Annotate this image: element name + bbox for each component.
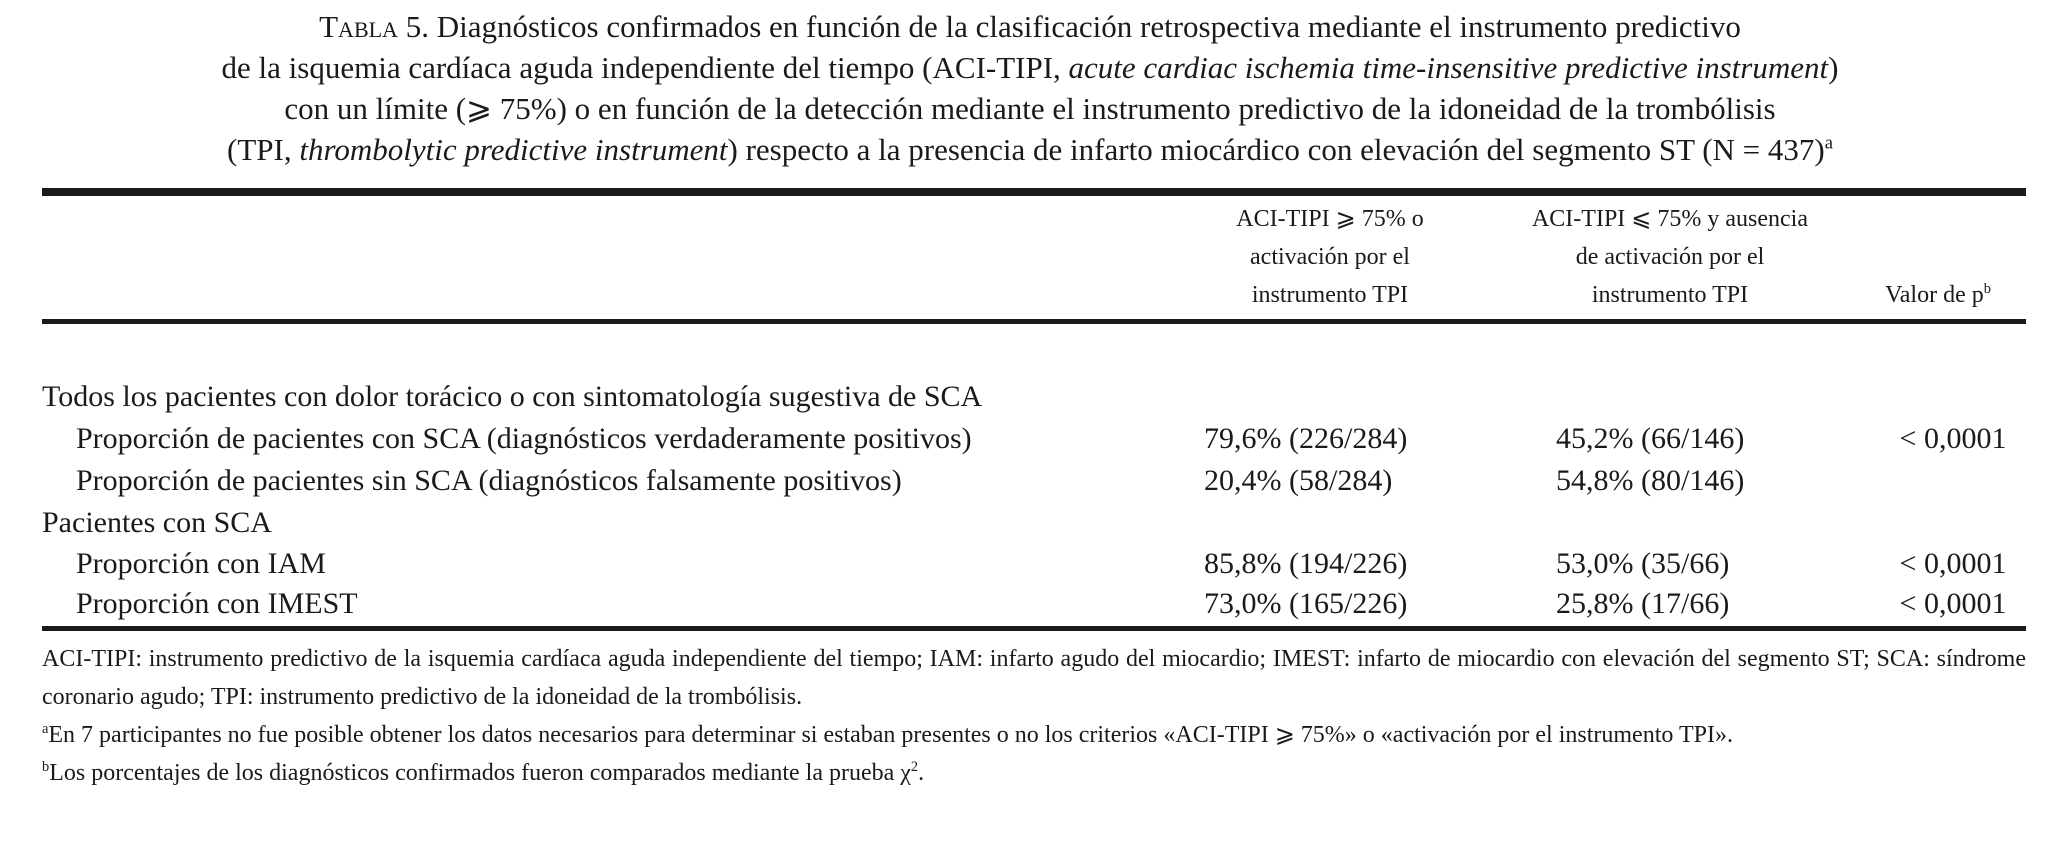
cell-aci-tipi-high: 79,6% (226/284)	[1204, 422, 1408, 455]
title-text-4a: (TPI,	[227, 132, 300, 167]
title-line-4	[0, 129, 2060, 170]
footnote-abbreviations: ACI-TIPI: instrumento predictivo de la isquemia cardíaca aguda independiente del tiempo; IAM: infarto agudo del miocardio; IMEST: infarto de miocardio con elevación del segmento ST; SCA: síndrome coronario agudo; TPI: instrumento predictivo de la idoneidad de la trombólisis.	[42, 646, 2026, 710]
cell-aci-tipi-low: 45,2% (66/146)	[1556, 422, 1745, 455]
title-text-2-italic: acute cardiac ischemia time-insensitive predictive instrument	[1068, 50, 1829, 85]
cell-aci-tipi-low: 53,0% (35/66)	[1556, 547, 1730, 580]
cell-p-value: < 0,0001	[1899, 587, 2007, 620]
header-rule	[42, 319, 2026, 324]
cell-aci-tipi-low: 54,8% (80/146)	[1556, 464, 1745, 497]
table-row	[42, 376, 2026, 418]
footnote-b-mark: b	[42, 759, 50, 775]
table-number: 5.	[405, 9, 429, 44]
cell-aci-tipi-high: 20,4% (58/284)	[1204, 464, 1393, 497]
row-label: Proporción con IAM	[76, 547, 326, 580]
column-header-line: ACI-TIPI ⩽ 75% y ausencia	[1531, 206, 1809, 232]
cell-p-value: < 0,0001	[1899, 547, 2007, 580]
cell-aci-tipi-high: 85,8% (194/226)	[1204, 547, 1408, 580]
column-header-p-value	[1850, 276, 2026, 314]
bottom-rule	[42, 626, 2026, 631]
title-line-3	[0, 88, 2060, 129]
row-label: Proporción con IMEST	[76, 587, 358, 620]
chi-square-exponent: 2	[910, 759, 919, 775]
column-header-line: activación por el	[1250, 244, 1410, 270]
cell-aci-tipi-low: 25,8% (17/66)	[1556, 587, 1730, 620]
column-header-line: instrumento TPI	[1251, 282, 1409, 308]
title-text-4b: ) respecto a la presencia de infarto miocárdico con elevación del segmento ST (N = 437)	[727, 132, 1825, 167]
column-header-text: Valor de p	[1885, 282, 1984, 308]
cell-p-value: < 0,0001	[1899, 422, 2007, 455]
footnote-b-text: Los porcentajes de los diagnósticos confirmados fueron comparados mediante la prueba χ	[49, 760, 911, 786]
table-row	[42, 418, 2026, 460]
column-header-line: instrumento TPI	[1591, 282, 1749, 308]
title-text-2b: )	[1828, 50, 1839, 85]
footnote-b	[42, 754, 2026, 792]
column-footnote-mark: b	[1983, 281, 1991, 297]
table-footnotes	[42, 640, 2026, 792]
title-text-2a: de la isquemia cardíaca aguda independiente del tiempo (ACI-TIPI,	[221, 50, 1069, 85]
top-rule	[42, 188, 2026, 196]
column-header-line: de activación por el	[1575, 244, 1765, 270]
table-title	[0, 6, 2060, 170]
title-text-3: con un límite (⩾ 75%) o en función de la detección mediante el instrumento predictivo de la idoneidad de la trombólisis	[284, 91, 1776, 126]
cell-aci-tipi-high: 73,0% (165/226)	[1204, 587, 1408, 620]
footnote-a-text: En 7 participantes no fue posible obtener los datos necesarios para determinar si estaban presentes o no los criterios «ACI-TIPI ⩾ 75%» o «activación por el instrumento TPI».	[48, 722, 1733, 748]
footnote-b-end: .	[918, 760, 925, 786]
column-header-aci-tipi-high	[1180, 200, 1480, 314]
table-row	[42, 460, 2026, 502]
title-text-4-italic: thrombolytic predictive instrument	[299, 132, 728, 167]
title-line-1	[0, 6, 2060, 47]
row-label: Proporción de pacientes con SCA (diagnósticos verdaderamente positivos)	[76, 422, 972, 455]
column-header-aci-tipi-low	[1500, 200, 1840, 314]
row-label: Pacientes con SCA	[42, 506, 272, 539]
table-row	[42, 583, 2026, 625]
row-label: Proporción de pacientes sin SCA (diagnósticos falsamente positivos)	[76, 464, 902, 497]
title-footnote-mark: a	[1824, 132, 1833, 154]
title-text-1: Diagnósticos confirmados en función de la clasificación retrospectiva mediante el instrumento predictivo	[436, 9, 1741, 44]
title-line-2	[0, 47, 2060, 88]
footnote-a	[42, 716, 2026, 754]
row-label: Todos los pacientes con dolor torácico o con sintomatología sugestiva de SCA	[42, 380, 983, 413]
table-row	[42, 502, 2026, 544]
column-header-line: ACI-TIPI ⩾ 75% o	[1236, 206, 1424, 232]
footnote-a-mark: a	[42, 721, 49, 737]
table-row	[42, 543, 2026, 585]
table-label: Tabla	[319, 9, 398, 44]
